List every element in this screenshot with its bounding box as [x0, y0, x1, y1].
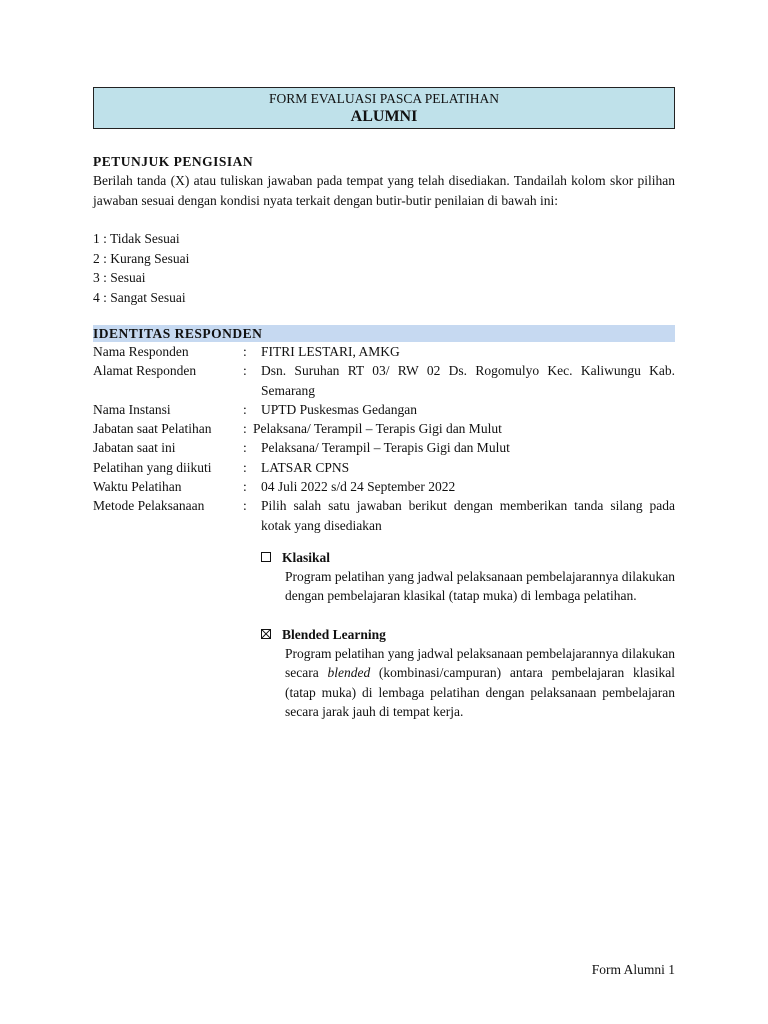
field-colon: : [243, 421, 247, 437]
method-option-blended [261, 625, 675, 722]
field-colon: : [243, 479, 247, 495]
field-colon: : [243, 344, 247, 359]
field-label: Nama Responden [93, 344, 189, 359]
form-subtitle: ALUMNI [350, 108, 418, 125]
field-value-name[interactable]: FITRI LESTARI, AMKG [261, 344, 400, 359]
field-colon: : [243, 363, 247, 379]
respondent-identity-section [93, 325, 675, 722]
identity-row-institution [93, 400, 675, 419]
field-value-method-instruction: Pilih salah satu jawaban berikut dengan memberikan tanda silang pada kotak yang disediakan [261, 498, 675, 533]
option-header [261, 548, 675, 567]
field-colon: : [243, 440, 247, 456]
option-description-part: Program pelatihan yang jadwal pelaksanaan pembelajarannya dilakukan secara [285, 645, 675, 681]
option-description: Program pelatihan yang jadwal pelaksanaan pembelajarannya dilakukan dengan pembelajaran klasikal (tatap muka) di lembaga pelatihan. [285, 568, 675, 604]
field-label: Jabatan saat ini [93, 440, 176, 456]
score-scale-item: 2 : Kurang Sesuai [93, 250, 190, 266]
form-title: FORM EVALUASI PASCA PELATIHAN [269, 91, 499, 106]
identity-row-method [93, 496, 675, 535]
identity-row-training [93, 458, 675, 477]
option-title: Blended Learning [282, 626, 386, 642]
form-page [93, 87, 675, 741]
field-label: Jabatan saat Pelatihan [93, 421, 212, 437]
field-colon: : [243, 498, 247, 514]
score-scale-item: 4 : Sangat Sesuai [93, 289, 186, 305]
score-scale-item: 3 : Sesuai [93, 270, 146, 285]
identity-row-position-training [93, 419, 675, 438]
field-label: Nama Instansi [93, 401, 171, 417]
identity-row-name [93, 342, 675, 361]
field-colon: : [243, 401, 247, 417]
score-scale-item: 1 : Tidak Sesuai [93, 231, 180, 246]
option-description [285, 644, 675, 722]
identity-row-position-current [93, 438, 675, 457]
field-value-training-time[interactable]: 04 Juli 2022 s/d 24 September 2022 [261, 479, 456, 495]
option-description-part: (kombinasi/campuran) antara pembelajaran klasikal (tatap muka) di lembaga pelatihan dengan pelaksanaan pembelajaran secara jarak jauh di tempat kerja. [285, 665, 675, 720]
instructions-heading: PETUNJUK PENGISIAN [93, 154, 254, 169]
score-scale-list [93, 229, 675, 307]
page-footer: Form Alumni 1 [591, 962, 675, 977]
option-header [261, 625, 675, 644]
field-value-institution[interactable]: UPTD Puskesmas Gedangan [261, 401, 417, 417]
field-colon: : [243, 459, 247, 475]
option-description-italic: blended [327, 665, 371, 681]
instructions-section [93, 153, 675, 307]
field-value-training[interactable]: LATSAR CPNS [261, 459, 350, 475]
identity-row-training-time [93, 477, 675, 496]
klasikal-checkbox[interactable] [261, 552, 271, 562]
blended-learning-checkbox[interactable] [261, 629, 271, 639]
field-value-address[interactable]: Dsn. Suruhan RT 03/ RW 02 Ds. Rogomulyo Kec. Kaliwungu Kab. Semarang [261, 363, 675, 398]
field-label: Alamat Responden [93, 363, 197, 379]
identity-heading: IDENTITAS RESPONDEN [93, 325, 675, 342]
field-value-position-training[interactable]: Pelaksana/ Terampil – Terapis Gigi dan Mulut [253, 421, 502, 437]
field-label: Pelatihan yang diikuti [93, 459, 212, 475]
method-option-klasikal [261, 548, 675, 606]
field-value-position-current[interactable]: Pelaksana/ Terampil – Terapis Gigi dan Mulut [261, 440, 510, 456]
option-title: Klasikal [282, 549, 331, 565]
field-label: Metode Pelaksanaan [93, 498, 205, 514]
instructions-text: Berilah tanda (X) atau tuliskan jawaban pada tempat yang telah disediakan. Tandailah kolom skor pilihan jawaban sesuai dengan kondisi nyata terkait dengan butir-butir penilaian di bawah ini: [93, 173, 675, 208]
identity-row-address [93, 361, 675, 400]
field-label: Waktu Pelatihan [93, 479, 182, 495]
method-options [261, 548, 675, 722]
form-title-box [93, 87, 675, 129]
